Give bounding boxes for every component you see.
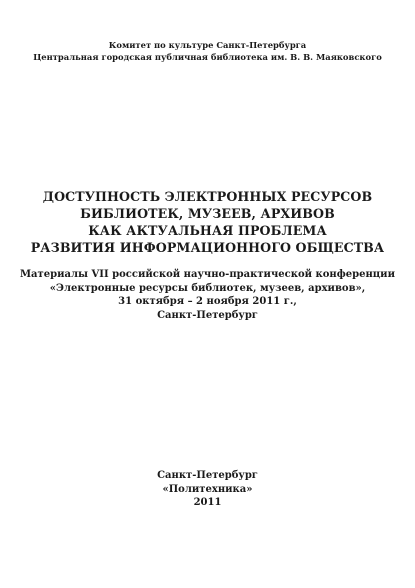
subtitle-line-2: «Электронные ресурсы библиотек, музеев, архивов», <box>49 282 366 294</box>
subtitle-line-1: Материалы VII российской научно-практической конференции <box>19 269 396 280</box>
committee-line: Комитет по культуре Санкт-Петербурга <box>108 40 307 50</box>
title-line-1: ДОСТУПНОСТЬ ЭЛЕКТРОННЫХ РЕСУРСОВ <box>42 189 373 204</box>
title-line-2: БИБЛИОТЕК, МУЗЕЕВ, АРХИВОВ <box>80 206 335 221</box>
subtitle-line-4: Санкт-Петербург <box>157 309 258 321</box>
imprint <box>0 469 415 510</box>
title-line-3: КАК АКТУАЛЬНАЯ ПРОБЛЕМА <box>88 223 327 238</box>
book-title <box>0 188 415 256</box>
conference-subtitle <box>0 268 415 322</box>
imprint-year: 2011 <box>193 497 222 508</box>
library-line: Центральная городская публичная библиотека им. В. В. Маяковского <box>33 51 382 62</box>
imprint-publisher: «Политехника» <box>162 483 253 495</box>
organization-header <box>0 40 415 63</box>
title-line-4: РАЗВИТИЯ ИНФОРМАЦИОННОГО ОБЩЕСТВА <box>30 240 385 255</box>
imprint-city: Санкт-Петербург <box>157 470 258 481</box>
subtitle-line-3: 31 октября – 2 ноября 2011 г., <box>118 296 297 307</box>
